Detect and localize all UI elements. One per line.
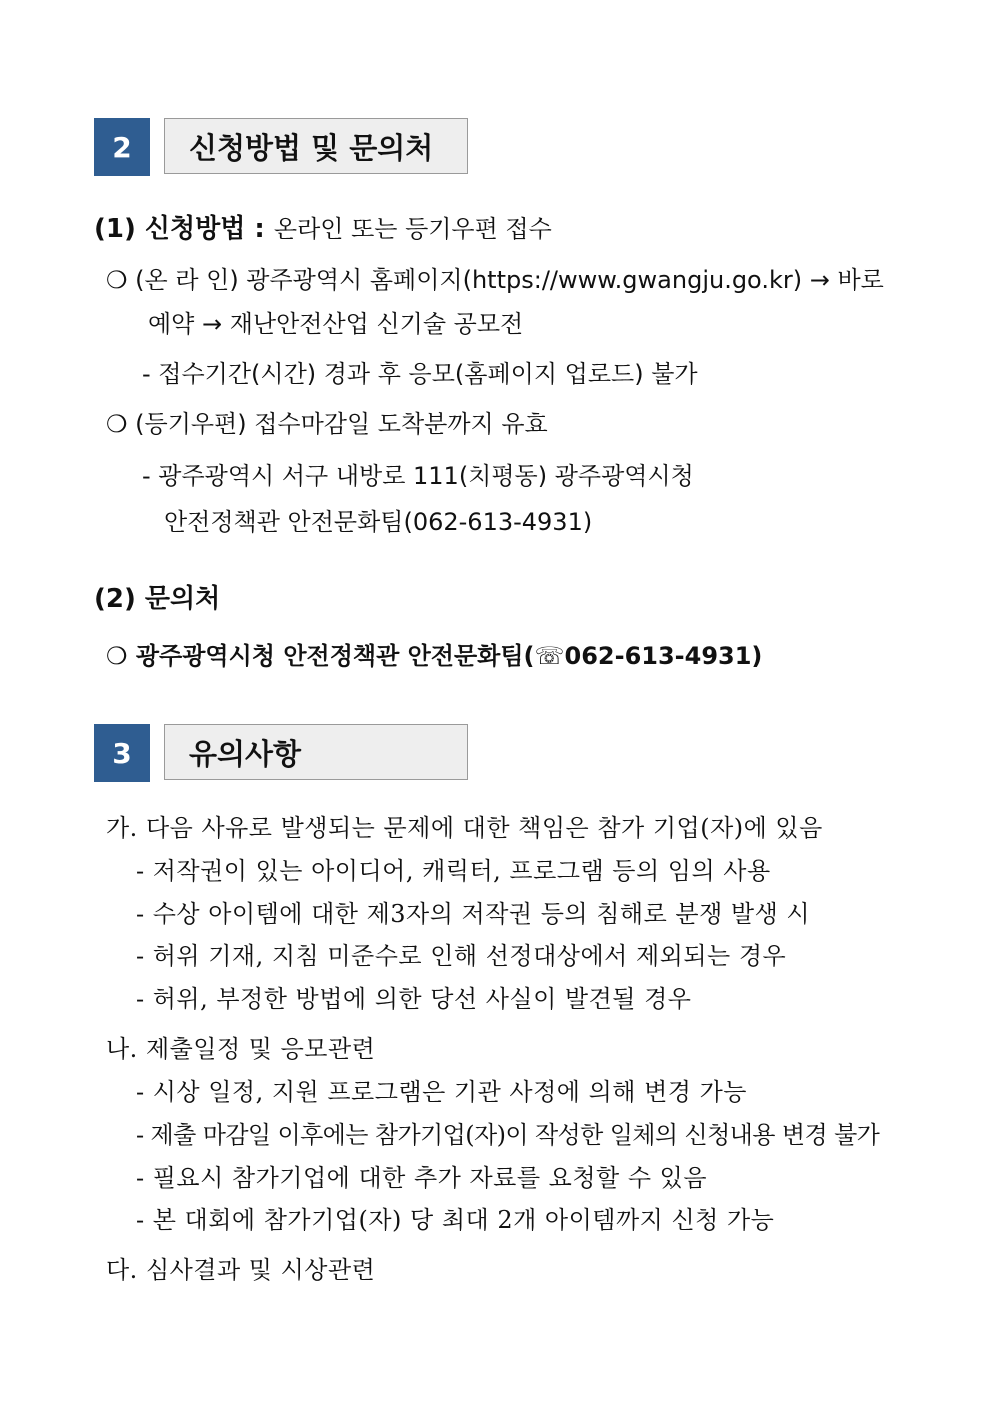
list-item: - 제출 마감일 이후에는 참가기업(자)이 작성한 일체의 신청내용 변경 불가 — [136, 1121, 880, 1149]
mail-address-line: - 광주광역시 서구 내방로 111(치평동) 광주광역시청 — [142, 462, 694, 490]
subsection-apply-method — [94, 208, 552, 245]
list-item: - 저작권이 있는 아이디어, 캐릭터, 프로그램 등의 임의 사용 — [136, 857, 771, 885]
notice-na: 나. 제출일정 및 응모관련 — [106, 1035, 376, 1063]
list-item: - 시상 일정, 지원 프로그램은 기관 사정에 의해 변경 가능 — [136, 1078, 747, 1106]
online-apply-line-cont: 예약 → 재난안전산업 신기술 공모전 — [148, 310, 524, 338]
list-item: - 본 대회에 참가기업(자) 당 최대 2개 아이템까지 신청 가능 — [136, 1206, 775, 1234]
contact-line: ❍ 광주광역시청 안전정책관 안전문화팀(☏062-613-4931) — [106, 642, 763, 670]
online-apply-note: - 접수기간(시간) 경과 후 응모(홈페이지 업로드) 불가 — [142, 360, 698, 388]
subsection-value: 온라인 또는 등기우편 접수 — [273, 215, 552, 243]
subsection-label: (1) 신청방법 : — [94, 214, 265, 244]
list-item: - 필요시 참가기업에 대한 추가 자료를 요청할 수 있음 — [136, 1164, 708, 1192]
notice-da: 다. 심사결과 및 시상관련 — [106, 1256, 376, 1284]
mail-address-line-cont: 안전정책관 안전문화팀(062-613-4931) — [164, 508, 593, 536]
section-title: 유의사항 — [164, 724, 468, 780]
notice-ga: 가. 다음 사유로 발생되는 문제에 대한 책임은 참가 기업(자)에 있음 — [106, 814, 823, 842]
subsection-contact: (2) 문의처 — [94, 584, 221, 614]
section-number: 3 — [94, 724, 150, 782]
section-title: 신청방법 및 문의처 — [164, 118, 468, 174]
list-item: - 수상 아이템에 대한 제3자의 저작권 등의 침해로 분쟁 발생 시 — [136, 900, 811, 928]
online-apply-line: ❍ (온 라 인) 광주광역시 홈페이지(https://www.gwangju.go.kr) → 바로 — [106, 266, 884, 294]
mail-apply-line: ❍ (등기우편) 접수마감일 도착분까지 유효 — [106, 410, 548, 438]
list-item: - 허위 기재, 지침 미준수로 인해 선정대상에서 제외되는 경우 — [136, 942, 787, 970]
list-item: - 허위, 부정한 방법에 의한 당선 사실이 발견될 경우 — [136, 985, 692, 1013]
section-number: 2 — [94, 118, 150, 176]
